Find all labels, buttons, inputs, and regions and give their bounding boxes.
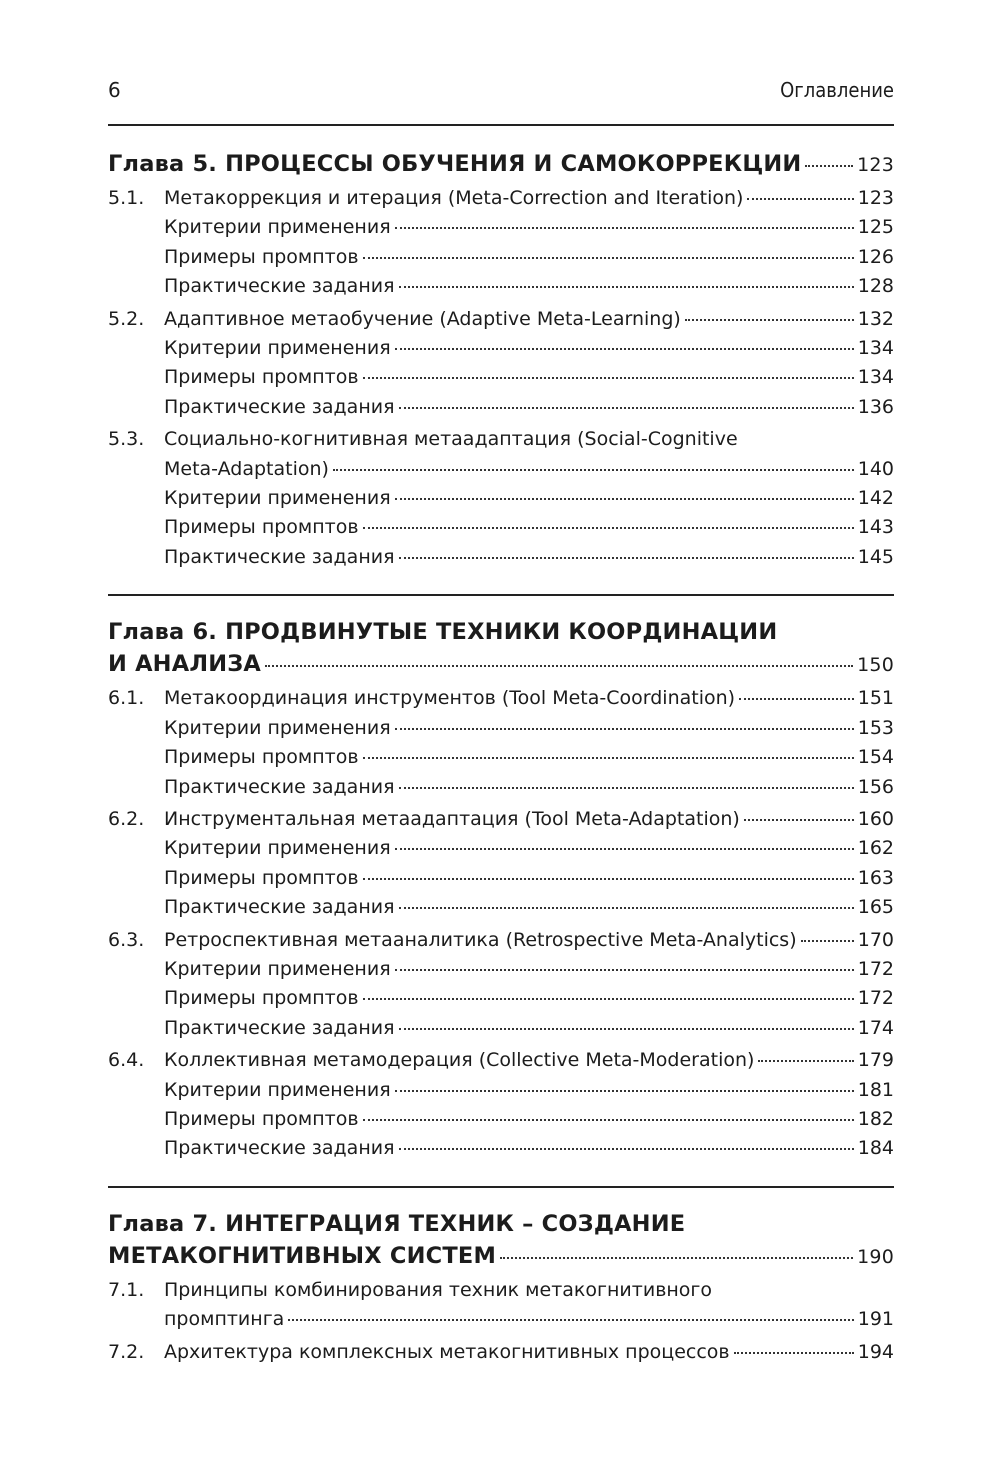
section-block (108, 305, 894, 423)
subsection-entry[interactable] (108, 984, 894, 1013)
toc-entry-line[interactable] (164, 864, 894, 893)
toc-entry-line[interactable] (164, 334, 894, 363)
subsection-page-number: 136 (857, 395, 894, 418)
dot-leader (363, 757, 854, 759)
dot-leader (734, 1352, 854, 1354)
subsection-title: Практические задания (164, 395, 395, 418)
chapter-block (108, 1186, 894, 1367)
dot-leader (399, 557, 854, 559)
section-page-number: 151 (857, 687, 894, 710)
subsection-title: Критерии применения (164, 716, 391, 739)
subsection-page-number: 182 (857, 1107, 894, 1130)
subsection-page-number: 162 (857, 837, 894, 860)
section-entry[interactable] (108, 1276, 894, 1335)
section-title: Инструментальная метаадаптация (Tool Meta-Adaptation) (164, 807, 740, 830)
dot-leader (288, 1319, 853, 1321)
section-entry[interactable] (108, 1046, 894, 1075)
subsection-page-number: 174 (857, 1016, 894, 1039)
subsection-entry[interactable] (108, 714, 894, 743)
subsection-entry[interactable] (108, 864, 894, 893)
dot-leader (363, 878, 854, 880)
section-block (108, 425, 894, 572)
dot-leader (805, 165, 853, 167)
toc-entry-line[interactable] (164, 1076, 894, 1105)
dot-leader (395, 728, 854, 730)
subsection-entry[interactable] (108, 955, 894, 984)
subsection-entry[interactable] (108, 334, 894, 363)
section-title: Meta-Adaptation) (164, 457, 329, 480)
dot-leader (363, 257, 854, 259)
dot-leader (744, 819, 854, 821)
subsection-title: Критерии применения (164, 216, 391, 239)
section-block (108, 184, 894, 302)
subsection-page-number: 172 (857, 987, 894, 1010)
dot-leader (395, 498, 854, 500)
chapter-heading[interactable] (108, 148, 894, 181)
chapter-heading[interactable] (108, 616, 894, 681)
subsection-page-number: 153 (857, 716, 894, 739)
subsection-page-number: 128 (857, 275, 894, 298)
subsection-entry[interactable] (108, 834, 894, 863)
section-number: 6.3. (108, 928, 145, 951)
section-body (164, 684, 894, 713)
subsection-title: Практические задания (164, 545, 395, 568)
section-entry[interactable] (108, 184, 894, 213)
dot-leader (747, 198, 853, 200)
chapter-page-number: 190 (857, 1245, 894, 1268)
dot-leader (395, 969, 854, 971)
chapter-block (108, 148, 894, 572)
subsection-title: Критерии применения (164, 487, 391, 510)
toc-entry-line[interactable] (164, 805, 894, 834)
subsection-title: Практические задания (164, 775, 395, 798)
book-page (108, 0, 894, 1464)
section-entry[interactable] (108, 684, 894, 713)
toc-entry-line[interactable] (164, 513, 894, 542)
toc-entry-line[interactable] (164, 1134, 894, 1163)
toc-entry-line[interactable] (164, 393, 894, 422)
toc-entry-line[interactable] (164, 484, 894, 513)
section-title: Метакоррекция и итерация (Meta-Correction and Iteration) (164, 187, 744, 209)
dot-leader (758, 1060, 853, 1062)
subsection-title: Примеры промптов (164, 987, 359, 1010)
subsection-page-number: 156 (857, 775, 894, 798)
chapter-page-number: 150 (857, 654, 894, 677)
subsection-page-number: 163 (857, 866, 894, 889)
chapter-rule (108, 1186, 894, 1188)
section-entry[interactable] (108, 305, 894, 334)
dot-leader (685, 319, 854, 321)
subsection-title: Критерии применения (164, 957, 391, 980)
toc-entry-line[interactable] (164, 955, 894, 984)
dot-leader (395, 848, 854, 850)
section-title: Принципы комбинирования техник метакогнитивного (164, 1278, 713, 1301)
subsection-page-number: 126 (857, 245, 894, 268)
subsection-page-number: 154 (857, 746, 894, 769)
section-title: Коллективная метамодерация (Collective Meta-Moderation) (164, 1049, 755, 1072)
toc-entry-line[interactable] (164, 984, 894, 1013)
dot-leader (399, 787, 854, 789)
subsection-title: Критерии применения (164, 837, 391, 860)
dot-leader (801, 940, 854, 942)
subsection-entry[interactable] (108, 1014, 894, 1043)
toc-entry-line[interactable] (164, 834, 894, 863)
chapter-title: Глава 5. ПРОЦЕССЫ ОБУЧЕНИЯ И САМОКОРРЕКЦИИ (108, 151, 802, 177)
subsection-entry[interactable] (108, 213, 894, 242)
subsection-page-number: 134 (857, 337, 894, 360)
section-page-number: 132 (857, 307, 894, 330)
subsection-title: Практические задания (164, 275, 395, 298)
dot-leader (399, 407, 854, 409)
section-number: 6.4. (108, 1049, 145, 1072)
subsection-title: Примеры промптов (164, 516, 359, 539)
toc-entry-line[interactable] (164, 773, 894, 802)
section-title: Ретроспективная метааналитика (Retrospective Meta-Analytics) (164, 928, 797, 951)
section-page-number: 191 (857, 1308, 894, 1331)
toc-entry-line[interactable] (164, 1046, 894, 1075)
toc-entry-line[interactable] (164, 184, 894, 213)
section-block (108, 926, 894, 1044)
toc-entry-line[interactable] (164, 455, 894, 484)
toc-entry-line[interactable] (164, 305, 894, 334)
toc-entry-line[interactable] (164, 743, 894, 772)
toc-entry-line[interactable] (164, 926, 894, 955)
section-number: 7.2. (108, 1340, 145, 1363)
section-block (108, 1276, 894, 1335)
subsection-page-number: 165 (857, 896, 894, 919)
dot-leader (395, 348, 854, 350)
toc-entry-line[interactable] (164, 543, 894, 572)
dot-leader (395, 227, 854, 229)
section-title: Метакоординация инструментов (Tool Meta-Coordination) (164, 687, 736, 710)
section-block (108, 1046, 894, 1164)
running-header (108, 78, 894, 106)
subsection-title: Примеры промптов (164, 866, 359, 889)
section-title: промптинга (164, 1308, 285, 1331)
dot-leader (500, 1257, 853, 1259)
section-body (164, 425, 894, 484)
subsection-entry[interactable] (108, 393, 894, 422)
section-page-number: 194 (857, 1340, 894, 1363)
dot-leader (333, 469, 854, 471)
section-number: 5.2. (108, 307, 145, 330)
section-page-number: 179 (857, 1049, 894, 1072)
subsection-page-number: 145 (857, 545, 894, 568)
subsection-title: Критерии применения (164, 337, 391, 360)
chapter-title: И АНАЛИЗА (108, 651, 262, 678)
section-title: Социально-когнитивная метаадаптация (Social-Cognitive (164, 428, 738, 451)
table-of-contents (108, 148, 894, 1389)
section-body (164, 1338, 894, 1367)
running-title: Оглавление (780, 78, 894, 102)
dot-leader (363, 1119, 854, 1121)
section-block (108, 1338, 894, 1367)
subsection-entry[interactable] (108, 1105, 894, 1134)
subsection-entry[interactable] (108, 484, 894, 513)
dot-leader (399, 907, 854, 909)
subsection-entry[interactable] (108, 363, 894, 392)
dot-leader (395, 1090, 854, 1092)
subsection-page-number: 172 (857, 957, 894, 980)
section-title: Адаптивное метаобучение (Adaptive Meta-Learning) (164, 307, 681, 330)
section-body (164, 1276, 894, 1335)
chapter-block (108, 594, 894, 1164)
subsection-entry[interactable] (108, 513, 894, 542)
toc-entry-line[interactable] (164, 1305, 894, 1334)
dot-leader (399, 286, 854, 288)
section-number: 5.3. (108, 428, 145, 451)
subsection-entry[interactable] (108, 893, 894, 922)
section-body (164, 305, 894, 334)
subsection-entry[interactable] (108, 243, 894, 272)
subsection-page-number: 143 (857, 516, 894, 539)
toc-entry-line[interactable] (164, 714, 894, 743)
dot-leader (739, 698, 854, 700)
section-title: Архитектура комплексных метакогнитивных процессов (164, 1340, 730, 1363)
section-number: 7.1. (108, 1278, 145, 1301)
toc-entry-line[interactable] (164, 272, 894, 301)
chapter-page-number: 123 (857, 154, 894, 176)
section-body (164, 805, 894, 834)
subsection-title: Примеры промптов (164, 1107, 359, 1130)
subsection-title: Практические задания (164, 1016, 395, 1039)
section-page-number: 160 (857, 807, 894, 830)
subsection-page-number: 184 (857, 1137, 894, 1160)
subsection-entry[interactable] (108, 773, 894, 802)
section-entry[interactable] (108, 805, 894, 834)
chapter-title: МЕТАКОГНИТИВНЫХ СИСТЕМ (108, 1242, 497, 1269)
chapter-heading[interactable] (108, 1208, 894, 1273)
section-page-number: 123 (857, 187, 894, 209)
toc-entry-line[interactable] (108, 1240, 894, 1273)
subsection-title: Примеры промптов (164, 366, 359, 389)
section-body (164, 926, 894, 955)
section-entry[interactable] (108, 926, 894, 955)
section-number: 6.2. (108, 807, 145, 830)
subsection-title: Практические задания (164, 1137, 395, 1160)
header-rule (108, 124, 894, 126)
subsection-title: Критерии применения (164, 1078, 391, 1101)
section-page-number: 170 (857, 928, 894, 951)
dot-leader (363, 377, 854, 379)
toc-entry-line[interactable] (164, 363, 894, 392)
toc-entry-line[interactable] (164, 1105, 894, 1134)
subsection-entry[interactable] (108, 1076, 894, 1105)
toc-entry-line[interactable] (164, 1014, 894, 1043)
toc-entry-line[interactable] (164, 684, 894, 713)
section-block (108, 805, 894, 923)
section-number: 5.1. (108, 187, 145, 209)
subsection-page-number: 125 (857, 216, 894, 239)
subsection-entry[interactable] (108, 543, 894, 572)
dot-leader (363, 527, 854, 529)
subsection-title: Практические задания (164, 896, 395, 919)
page-number: 6 (108, 78, 121, 102)
dot-leader (363, 998, 854, 1000)
subsection-page-number: 181 (857, 1078, 894, 1101)
subsection-page-number: 142 (857, 487, 894, 510)
subsection-title: Примеры промптов (164, 746, 359, 769)
toc-entry-line[interactable] (164, 243, 894, 272)
dot-leader (265, 665, 853, 667)
toc-entry-line[interactable] (164, 213, 894, 242)
subsection-page-number: 134 (857, 366, 894, 389)
dot-leader (399, 1148, 854, 1150)
section-body (164, 184, 894, 213)
section-entry[interactable] (108, 1338, 894, 1367)
subsection-title: Примеры промптов (164, 245, 359, 268)
chapter-title: Глава 6. ПРОДВИНУТЫЕ ТЕХНИКИ КООРДИНАЦИИ (108, 619, 778, 646)
section-block (108, 684, 894, 802)
section-body (164, 1046, 894, 1075)
toc-entry-line[interactable] (164, 1338, 894, 1367)
dot-leader (399, 1028, 854, 1030)
toc-entry-line[interactable] (108, 648, 894, 681)
toc-entry-line[interactable] (108, 148, 894, 181)
section-page-number: 140 (857, 457, 894, 480)
subsection-entry[interactable] (108, 1134, 894, 1163)
chapter-rule (108, 594, 894, 596)
chapter-title: Глава 7. ИНТЕГРАЦИЯ ТЕХНИК – СОЗДАНИЕ (108, 1210, 686, 1237)
toc-entry-line[interactable] (164, 893, 894, 922)
subsection-entry[interactable] (108, 272, 894, 301)
section-entry[interactable] (108, 425, 894, 484)
subsection-entry[interactable] (108, 743, 894, 772)
section-number: 6.1. (108, 687, 145, 710)
